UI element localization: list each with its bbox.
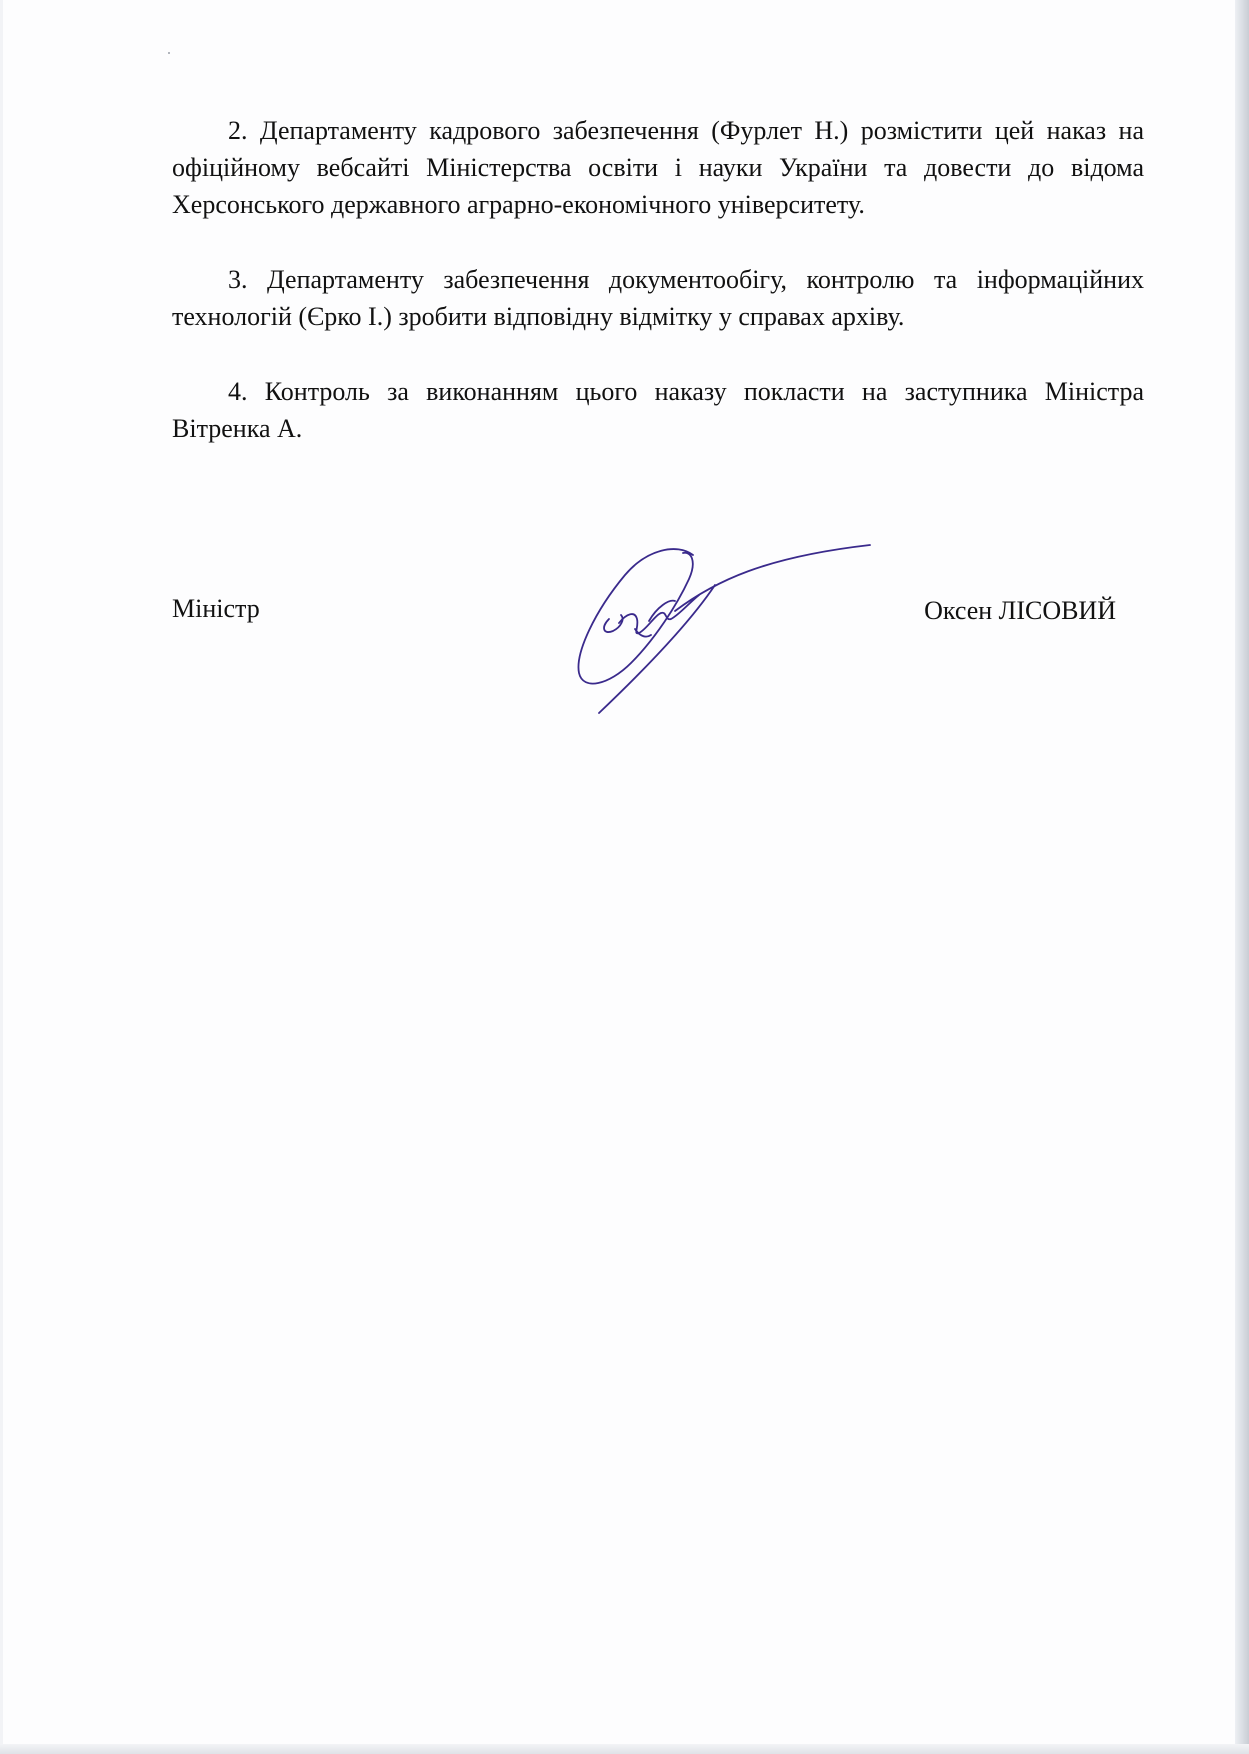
document-body	[172, 112, 1144, 447]
signatory-title: Міністр	[172, 594, 260, 623]
paragraph-4: 4. Контроль за виконанням цього наказу покласти на заступника Міністра Вітренка А.	[172, 377, 1144, 443]
signatory-name: Оксен ЛІСОВИЙ	[924, 596, 1116, 625]
handwritten-signature-icon	[565, 535, 875, 720]
scan-edge-left	[0, 0, 3, 1754]
paragraph-3: 3. Департаменту забезпечення документообігу, контролю та інформаційних технологій (Єрко І.) зробити відповідну відмітку у справах архіву.	[172, 265, 1144, 331]
paragraph-2: 2. Департаменту кадрового забезпечення (Фурлет Н.) розмістити цей наказ на офіційному вебсайті Міністерства освіти і науки України та довести до відома Херсонського державного аграрно-економічного університету.	[172, 116, 1144, 219]
scan-edge-bottom	[0, 1744, 1249, 1754]
scan-edge-right	[1235, 0, 1249, 1754]
scan-speck	[168, 52, 170, 54]
